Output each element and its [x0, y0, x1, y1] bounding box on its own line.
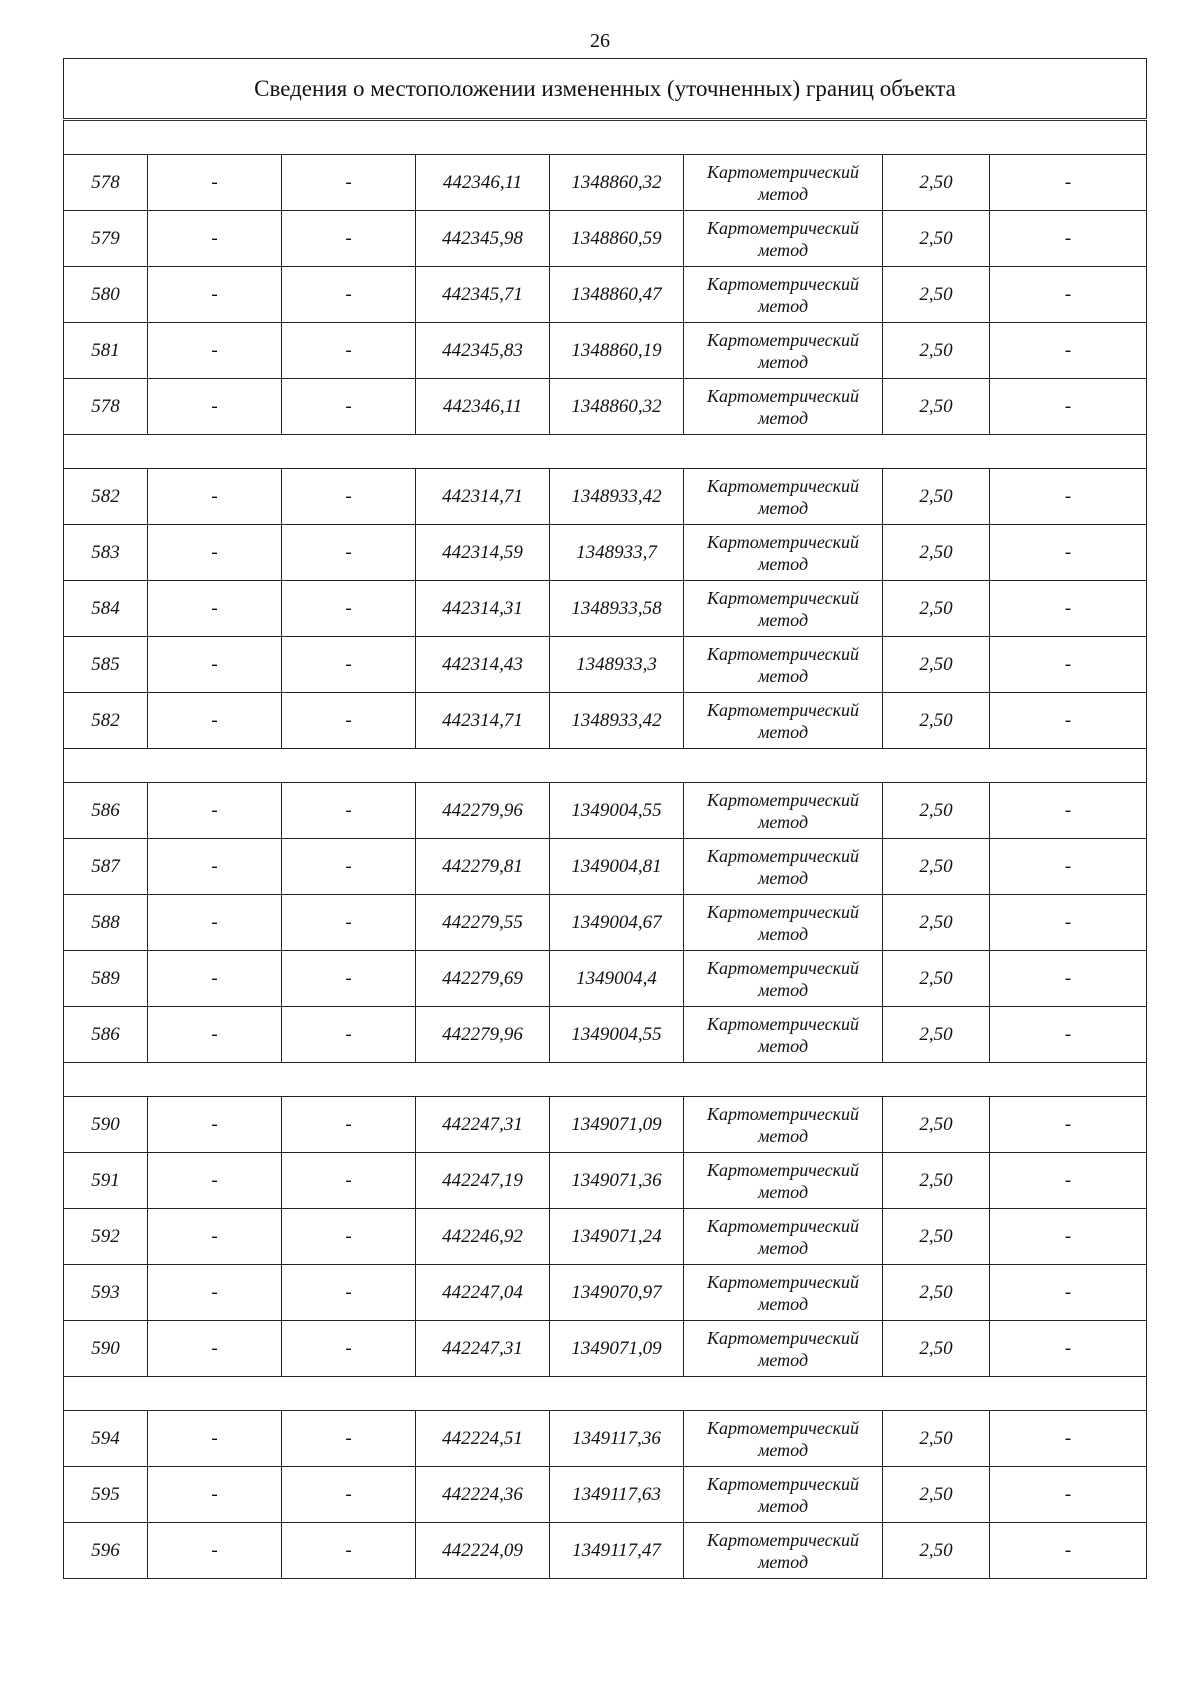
point-number-cell: 580	[64, 267, 148, 323]
contour-separator-row	[64, 1377, 1147, 1411]
coordinate-y-cell: 1348933,3	[550, 637, 684, 693]
separator-cell	[64, 120, 1147, 155]
method-cell	[684, 1265, 883, 1321]
method-cell	[684, 323, 883, 379]
accuracy-cell: 2,50	[883, 1007, 990, 1063]
empty-dash-cell: -	[282, 1209, 416, 1265]
method-cell	[684, 581, 883, 637]
empty-dash-cell: -	[282, 155, 416, 211]
empty-dash-cell: -	[148, 1411, 282, 1467]
accuracy-cell: 2,50	[883, 211, 990, 267]
method-line-1: Картометрический	[706, 1473, 859, 1494]
point-number-cell: 581	[64, 323, 148, 379]
method-cell	[684, 1467, 883, 1523]
accuracy-cell: 2,50	[883, 267, 990, 323]
method-line-2: метод	[757, 1237, 809, 1258]
point-number-cell: 590	[64, 1321, 148, 1377]
separator-cell	[64, 435, 1147, 469]
empty-dash-cell: -	[282, 1097, 416, 1153]
accuracy-cell: 2,50	[883, 323, 990, 379]
empty-dash-cell: -	[282, 895, 416, 951]
accuracy-cell: 2,50	[883, 637, 990, 693]
point-number-cell: 590	[64, 1097, 148, 1153]
separator-cell	[64, 749, 1147, 783]
empty-dash-cell: -	[148, 951, 282, 1007]
method-line-1: Картометрический	[706, 329, 859, 350]
table-row	[64, 1097, 1147, 1153]
table-row	[64, 469, 1147, 525]
method-line-2: метод	[757, 1495, 809, 1516]
empty-dash-cell: -	[990, 637, 1147, 693]
empty-dash-cell: -	[990, 1321, 1147, 1377]
method-line-2: метод	[757, 1349, 809, 1370]
coordinate-y-cell: 1349071,36	[550, 1153, 684, 1209]
method-line-1: Картометрический	[706, 1215, 859, 1236]
accuracy-cell: 2,50	[883, 693, 990, 749]
page-number: 26	[590, 30, 610, 52]
coordinate-y-cell: 1349071,24	[550, 1209, 684, 1265]
coordinate-x-cell: 442279,55	[416, 895, 550, 951]
empty-dash-cell: -	[148, 211, 282, 267]
accuracy-cell: 2,50	[883, 1265, 990, 1321]
contour-separator-row	[64, 749, 1147, 783]
accuracy-cell: 2,50	[883, 839, 990, 895]
coordinate-x-cell: 442224,51	[416, 1411, 550, 1467]
method-cell	[684, 951, 883, 1007]
coordinate-x-cell: 442247,04	[416, 1265, 550, 1321]
coordinate-y-cell: 1349071,09	[550, 1097, 684, 1153]
empty-dash-cell: -	[148, 1007, 282, 1063]
method-line-1: Картометрический	[706, 1417, 859, 1438]
empty-dash-cell: -	[148, 267, 282, 323]
coordinate-x-cell: 442314,59	[416, 525, 550, 581]
table-row	[64, 267, 1147, 323]
coordinate-y-cell: 1349117,36	[550, 1411, 684, 1467]
empty-dash-cell: -	[282, 783, 416, 839]
empty-dash-cell: -	[990, 895, 1147, 951]
empty-dash-cell: -	[282, 323, 416, 379]
accuracy-cell: 2,50	[883, 1523, 990, 1579]
coordinate-y-cell: 1349117,63	[550, 1467, 684, 1523]
table-row	[64, 1411, 1147, 1467]
method-line-2: метод	[757, 1293, 809, 1314]
empty-dash-cell: -	[990, 155, 1147, 211]
empty-dash-cell: -	[990, 379, 1147, 435]
table-row	[64, 379, 1147, 435]
empty-dash-cell: -	[148, 839, 282, 895]
method-line-1: Картометрический	[706, 1327, 859, 1348]
accuracy-cell: 2,50	[883, 1097, 990, 1153]
coordinate-x-cell: 442247,31	[416, 1097, 550, 1153]
table-row	[64, 1467, 1147, 1523]
coordinate-x-cell: 442279,69	[416, 951, 550, 1007]
accuracy-cell: 2,50	[883, 469, 990, 525]
empty-dash-cell: -	[990, 525, 1147, 581]
point-number-cell: 579	[64, 211, 148, 267]
empty-dash-cell: -	[990, 951, 1147, 1007]
method-cell	[684, 267, 883, 323]
point-number-cell: 589	[64, 951, 148, 1007]
accuracy-cell: 2,50	[883, 895, 990, 951]
accuracy-cell: 2,50	[883, 581, 990, 637]
empty-dash-cell: -	[148, 693, 282, 749]
table-row	[64, 1209, 1147, 1265]
table-row	[64, 1523, 1147, 1579]
title-row	[64, 59, 1147, 120]
empty-dash-cell: -	[282, 1265, 416, 1321]
method-line-2: метод	[757, 1181, 809, 1202]
method-line-2: метод	[757, 295, 809, 316]
method-line-2: метод	[757, 351, 809, 372]
method-cell	[684, 469, 883, 525]
coordinate-y-cell: 1348933,7	[550, 525, 684, 581]
point-number-cell: 594	[64, 1411, 148, 1467]
empty-dash-cell: -	[282, 693, 416, 749]
empty-dash-cell: -	[148, 637, 282, 693]
table-row	[64, 155, 1147, 211]
empty-dash-cell: -	[282, 1153, 416, 1209]
point-number-cell: 588	[64, 895, 148, 951]
empty-dash-cell: -	[990, 267, 1147, 323]
contour-separator-row	[64, 1063, 1147, 1097]
table-title: Сведения о местоположении измененных (уточненных) границ объекта	[64, 59, 1147, 120]
point-number-cell: 578	[64, 379, 148, 435]
empty-dash-cell: -	[282, 1523, 416, 1579]
empty-dash-cell: -	[148, 1153, 282, 1209]
method-cell	[684, 1097, 883, 1153]
table-row	[64, 895, 1147, 951]
table-row	[64, 581, 1147, 637]
empty-dash-cell: -	[148, 323, 282, 379]
coordinate-y-cell: 1349004,55	[550, 1007, 684, 1063]
empty-dash-cell: -	[148, 1523, 282, 1579]
method-line-1: Картометрический	[706, 531, 859, 552]
table-row	[64, 1153, 1147, 1209]
accuracy-cell: 2,50	[883, 1209, 990, 1265]
method-line-1: Картометрический	[706, 1013, 859, 1034]
method-line-2: метод	[757, 497, 809, 518]
empty-dash-cell: -	[148, 155, 282, 211]
method-line-1: Картометрический	[706, 957, 859, 978]
method-cell	[684, 895, 883, 951]
method-line-1: Картометрический	[706, 161, 859, 182]
coordinate-x-cell: 442279,96	[416, 1007, 550, 1063]
table-row	[64, 637, 1147, 693]
empty-dash-cell: -	[282, 637, 416, 693]
empty-dash-cell: -	[282, 379, 416, 435]
coordinate-y-cell: 1349117,47	[550, 1523, 684, 1579]
accuracy-cell: 2,50	[883, 525, 990, 581]
empty-dash-cell: -	[990, 783, 1147, 839]
table-row	[64, 1265, 1147, 1321]
accuracy-cell: 2,50	[883, 1411, 990, 1467]
empty-dash-cell: -	[282, 581, 416, 637]
coordinate-x-cell: 442314,71	[416, 693, 550, 749]
point-number-cell: 596	[64, 1523, 148, 1579]
coordinate-x-cell: 442345,83	[416, 323, 550, 379]
empty-dash-cell: -	[990, 211, 1147, 267]
method-line-2: метод	[757, 1125, 809, 1146]
coordinate-y-cell: 1349004,4	[550, 951, 684, 1007]
method-line-1: Картометрический	[706, 217, 859, 238]
method-line-1: Картометрический	[706, 273, 859, 294]
separator-cell	[64, 1063, 1147, 1097]
method-line-2: метод	[757, 239, 809, 260]
contour-separator-row	[64, 435, 1147, 469]
method-line-1: Картометрический	[706, 845, 859, 866]
coordinate-x-cell: 442346,11	[416, 379, 550, 435]
coordinate-x-cell: 442247,19	[416, 1153, 550, 1209]
method-cell	[684, 1411, 883, 1467]
table-row	[64, 1007, 1147, 1063]
coordinate-y-cell: 1348933,42	[550, 469, 684, 525]
coordinate-x-cell: 442279,96	[416, 783, 550, 839]
empty-dash-cell: -	[282, 951, 416, 1007]
contour-separator-row	[64, 120, 1147, 155]
method-line-1: Картометрический	[706, 475, 859, 496]
coordinate-y-cell: 1348860,19	[550, 323, 684, 379]
method-line-2: метод	[757, 665, 809, 686]
empty-dash-cell: -	[282, 1321, 416, 1377]
accuracy-cell: 2,50	[883, 1153, 990, 1209]
method-line-2: метод	[757, 407, 809, 428]
coordinate-y-cell: 1348860,59	[550, 211, 684, 267]
empty-dash-cell: -	[148, 1097, 282, 1153]
boundary-coordinates-table	[63, 58, 1147, 1579]
method-cell	[684, 1209, 883, 1265]
empty-dash-cell: -	[148, 1321, 282, 1377]
method-line-2: метод	[757, 553, 809, 574]
table-row	[64, 1321, 1147, 1377]
empty-dash-cell: -	[148, 379, 282, 435]
point-number-cell: 587	[64, 839, 148, 895]
accuracy-cell: 2,50	[883, 155, 990, 211]
coordinate-x-cell: 442314,31	[416, 581, 550, 637]
method-line-2: метод	[757, 1551, 809, 1572]
method-line-2: метод	[757, 1439, 809, 1460]
method-line-2: метод	[757, 1035, 809, 1056]
coordinate-y-cell: 1348933,58	[550, 581, 684, 637]
separator-cell	[64, 1377, 1147, 1411]
point-number-cell: 595	[64, 1467, 148, 1523]
method-line-2: метод	[757, 183, 809, 204]
point-number-cell: 585	[64, 637, 148, 693]
empty-dash-cell: -	[990, 839, 1147, 895]
table-row	[64, 951, 1147, 1007]
method-cell	[684, 693, 883, 749]
coordinate-x-cell: 442346,11	[416, 155, 550, 211]
empty-dash-cell: -	[148, 581, 282, 637]
empty-dash-cell: -	[990, 1209, 1147, 1265]
method-cell	[684, 525, 883, 581]
table-row	[64, 693, 1147, 749]
method-cell	[684, 637, 883, 693]
accuracy-cell: 2,50	[883, 1321, 990, 1377]
coordinate-x-cell: 442246,92	[416, 1209, 550, 1265]
accuracy-cell: 2,50	[883, 783, 990, 839]
empty-dash-cell: -	[148, 469, 282, 525]
coordinate-x-cell: 442279,81	[416, 839, 550, 895]
empty-dash-cell: -	[282, 267, 416, 323]
method-line-1: Картометрический	[706, 587, 859, 608]
coordinate-y-cell: 1349070,97	[550, 1265, 684, 1321]
method-cell	[684, 839, 883, 895]
method-cell	[684, 211, 883, 267]
method-line-1: Картометрический	[706, 901, 859, 922]
empty-dash-cell: -	[990, 1523, 1147, 1579]
coordinate-x-cell: 442224,36	[416, 1467, 550, 1523]
empty-dash-cell: -	[148, 1209, 282, 1265]
empty-dash-cell: -	[990, 581, 1147, 637]
point-number-cell: 584	[64, 581, 148, 637]
coordinate-x-cell: 442345,98	[416, 211, 550, 267]
accuracy-cell: 2,50	[883, 1467, 990, 1523]
accuracy-cell: 2,50	[883, 951, 990, 1007]
coordinate-y-cell: 1349004,81	[550, 839, 684, 895]
method-line-1: Картометрический	[706, 789, 859, 810]
empty-dash-cell: -	[990, 469, 1147, 525]
point-number-cell: 586	[64, 783, 148, 839]
coordinate-y-cell: 1349071,09	[550, 1321, 684, 1377]
method-line-2: метод	[757, 811, 809, 832]
point-number-cell: 582	[64, 469, 148, 525]
coordinate-x-cell: 442224,09	[416, 1523, 550, 1579]
method-line-2: метод	[757, 721, 809, 742]
method-line-1: Картометрический	[706, 1529, 859, 1550]
point-number-cell: 591	[64, 1153, 148, 1209]
coordinate-x-cell: 442247,31	[416, 1321, 550, 1377]
method-line-1: Картометрический	[706, 643, 859, 664]
method-line-2: метод	[757, 867, 809, 888]
table-row	[64, 525, 1147, 581]
empty-dash-cell: -	[990, 1153, 1147, 1209]
method-line-2: метод	[757, 979, 809, 1000]
empty-dash-cell: -	[282, 1007, 416, 1063]
empty-dash-cell: -	[990, 1007, 1147, 1063]
point-number-cell: 582	[64, 693, 148, 749]
coordinate-y-cell: 1348933,42	[550, 693, 684, 749]
empty-dash-cell: -	[990, 1411, 1147, 1467]
method-line-1: Картометрический	[706, 1271, 859, 1292]
point-number-cell: 583	[64, 525, 148, 581]
empty-dash-cell: -	[990, 323, 1147, 379]
method-cell	[684, 1321, 883, 1377]
empty-dash-cell: -	[990, 1467, 1147, 1523]
accuracy-cell: 2,50	[883, 379, 990, 435]
empty-dash-cell: -	[282, 211, 416, 267]
method-line-2: метод	[757, 609, 809, 630]
method-cell	[684, 1523, 883, 1579]
empty-dash-cell: -	[990, 693, 1147, 749]
table-row	[64, 323, 1147, 379]
empty-dash-cell: -	[282, 1411, 416, 1467]
coordinate-y-cell: 1348860,47	[550, 267, 684, 323]
coordinate-y-cell: 1349004,55	[550, 783, 684, 839]
method-line-1: Картометрический	[706, 699, 859, 720]
empty-dash-cell: -	[282, 1467, 416, 1523]
table-row	[64, 211, 1147, 267]
coordinate-x-cell: 442314,71	[416, 469, 550, 525]
table-body	[64, 59, 1147, 1579]
method-cell	[684, 379, 883, 435]
coordinate-y-cell: 1348860,32	[550, 155, 684, 211]
coordinate-x-cell: 442314,43	[416, 637, 550, 693]
empty-dash-cell: -	[148, 1467, 282, 1523]
point-number-cell: 586	[64, 1007, 148, 1063]
point-number-cell: 592	[64, 1209, 148, 1265]
method-line-2: метод	[757, 923, 809, 944]
empty-dash-cell: -	[990, 1265, 1147, 1321]
point-number-cell: 593	[64, 1265, 148, 1321]
empty-dash-cell: -	[148, 1265, 282, 1321]
empty-dash-cell: -	[282, 525, 416, 581]
method-cell	[684, 783, 883, 839]
coordinate-x-cell: 442345,71	[416, 267, 550, 323]
table-row	[64, 783, 1147, 839]
method-cell	[684, 1153, 883, 1209]
method-line-1: Картометрический	[706, 1103, 859, 1124]
empty-dash-cell: -	[148, 895, 282, 951]
point-number-cell: 578	[64, 155, 148, 211]
method-cell	[684, 155, 883, 211]
method-cell	[684, 1007, 883, 1063]
method-line-1: Картометрический	[706, 1159, 859, 1180]
coordinate-y-cell: 1349004,67	[550, 895, 684, 951]
empty-dash-cell: -	[148, 525, 282, 581]
table-row	[64, 839, 1147, 895]
empty-dash-cell: -	[282, 469, 416, 525]
method-line-1: Картометрический	[706, 385, 859, 406]
empty-dash-cell: -	[282, 839, 416, 895]
empty-dash-cell: -	[148, 783, 282, 839]
coordinate-y-cell: 1348860,32	[550, 379, 684, 435]
empty-dash-cell: -	[990, 1097, 1147, 1153]
